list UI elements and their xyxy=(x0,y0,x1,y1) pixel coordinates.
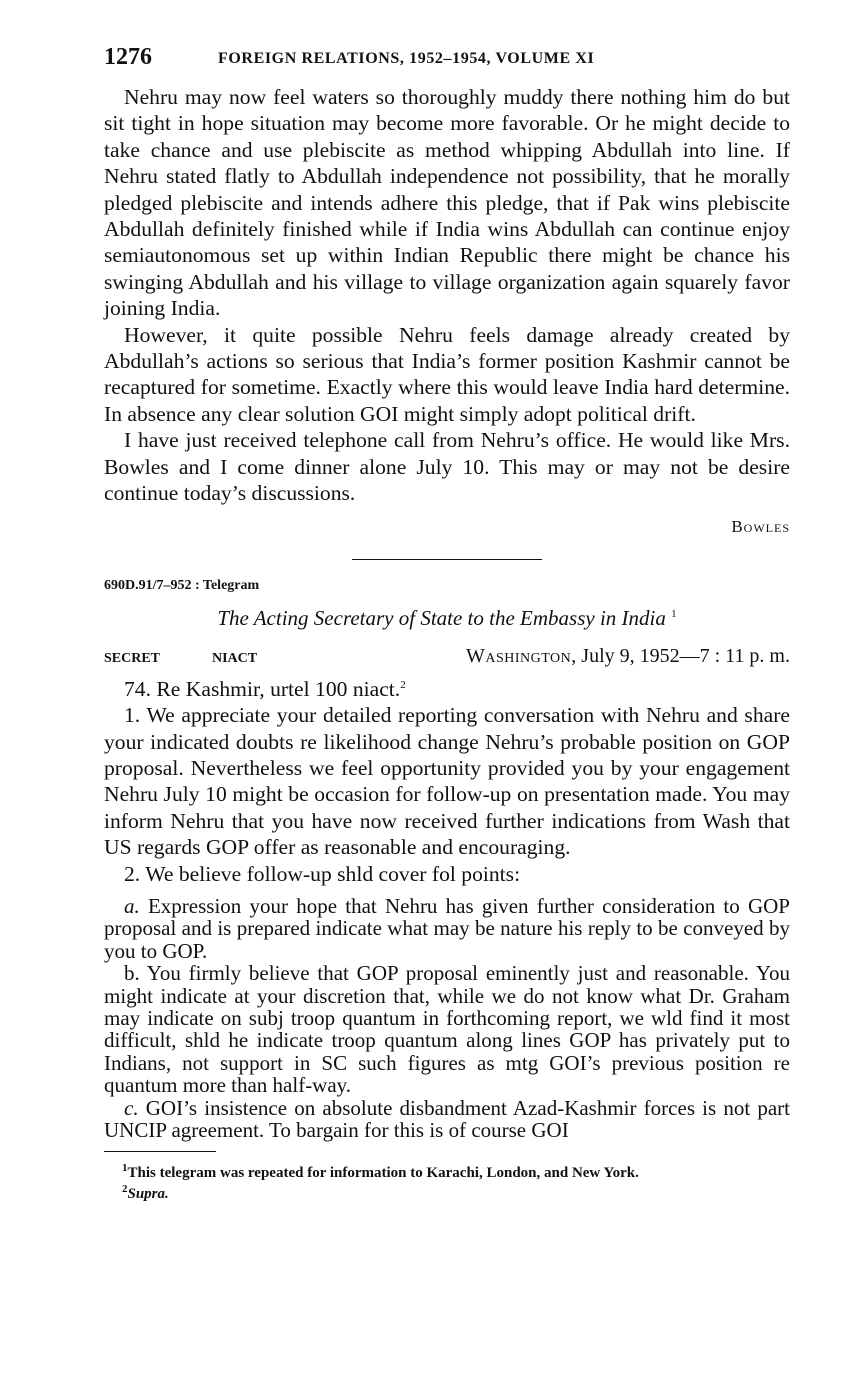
signature: Bowles xyxy=(731,516,790,536)
section-divider xyxy=(352,559,542,560)
date-time: , July 9, 1952—7 : 11 p. m. xyxy=(571,644,790,667)
point-item xyxy=(104,895,790,962)
footnotes xyxy=(104,1160,790,1202)
document-title-text: The Acting Secretary of State to the Embassy in India xyxy=(217,605,666,630)
message-number-text: 74. Re Kashmir, urtel 100 niact. xyxy=(124,676,401,701)
classification-label: SECRET xyxy=(104,650,161,666)
footnote-mark: 1 xyxy=(122,1162,128,1175)
place: Washington xyxy=(465,644,572,667)
point-letter: b. xyxy=(124,961,140,986)
previous-document-text xyxy=(104,84,790,507)
paragraph: I have just received telephone call from Nehru’s office. He would like Mrs. Bowles and I come dinner alone July 10. This may or may not be desire continue today’s discussions. xyxy=(104,428,790,506)
point-item xyxy=(104,962,790,1096)
paragraph: 2. We believe follow-up shld cover fol points: xyxy=(124,861,521,886)
footnote-mark: 2 xyxy=(122,1183,128,1196)
paragraph: Nehru may now feel waters so thoroughly muddy there nothing him do but sit tight in hope situation may become more favorable. Or he might decide to take chance and use plebiscite as method whipping Abdullah into line. If Nehru stated flatly to Abdullah independence not possibility, that he morally pledged plebiscite and intends adhere this pledge, that if Pak wins plebiscite Abdullah definitely finished while if India wins Abdullah can continue enjoy semiautonomous set up within Indian Republic there might be chance his swinging Abdullah and his village to village organization again squarely favor joining India. xyxy=(104,85,790,321)
page-number: 1276 xyxy=(104,44,152,70)
telegram-body xyxy=(104,672,790,887)
place-and-date xyxy=(408,645,790,668)
series-title: FOREIGN RELATIONS, 1952–1954, VOLUME XI xyxy=(218,50,595,67)
footnote xyxy=(104,1160,790,1181)
point-letter: a. xyxy=(124,893,140,918)
point-text: Expression your hope that Nehru has given further consideration to GOP proposal and is prepared indicate what may be nature his reply to be conveyed by you to GOP. xyxy=(104,893,790,963)
dateline xyxy=(104,645,790,668)
paragraph: 1. We appreciate your detailed reporting conversation with Nehru and share your indicated doubts re likelihood change Nehru’s probable position on GOP proposal. Nevertheless we feel opportunity provided you by your engagement Nehru July 10 might be occasion for follow-up on presentation made. You may inform Nehru that you have now received further indications from Wash that US regards GOP offer as reasonable and encouraging. xyxy=(104,703,790,860)
footnote-text: This telegram was repeated for information to Karachi, London, and New York. xyxy=(127,1165,639,1182)
footnote-text: Supra. xyxy=(127,1186,169,1203)
footnote-marker: 2 xyxy=(400,678,406,691)
point-text: GOI’s insistence on absolute disbandment Azad-Kashmir forces is not part UNCIP agreement. To bargain for this is of course GOI xyxy=(104,1095,790,1142)
point-text: You firmly believe that GOP proposal eminently just and reasonable. You might indicate at your discretion that, while we do not know what Dr. Graham may indicate on subj troop quantum in forthcoming report, we wld find it most difficult, shld he indicate troop quantum along lines GOP has privately put to Indians, not support in SC such figures as mtg GOI’s previous position re quantum more than half-way. xyxy=(104,961,790,1098)
document-title xyxy=(104,606,790,631)
point-item xyxy=(104,1097,790,1142)
message-number-line xyxy=(104,672,790,703)
footnote xyxy=(104,1181,790,1202)
point-letter: c. xyxy=(124,1095,139,1120)
paragraph: However, it quite possible Nehru feels damage already created by Abdullah’s actions so serious that India’s former position Kashmir cannot be recaptured for sometime. Exactly where this would leave India hard determine. In absence any clear solution GOI might simply adopt political drift. xyxy=(104,322,790,426)
footnote-divider xyxy=(104,1151,216,1152)
document-page xyxy=(104,44,790,1202)
file-reference: 690D.91/7–952 : Telegram xyxy=(104,577,260,593)
precedence-label: NIACT xyxy=(212,650,258,666)
follow-up-points xyxy=(104,895,790,1141)
footnote-marker: 1 xyxy=(671,607,677,620)
running-header xyxy=(104,44,790,84)
